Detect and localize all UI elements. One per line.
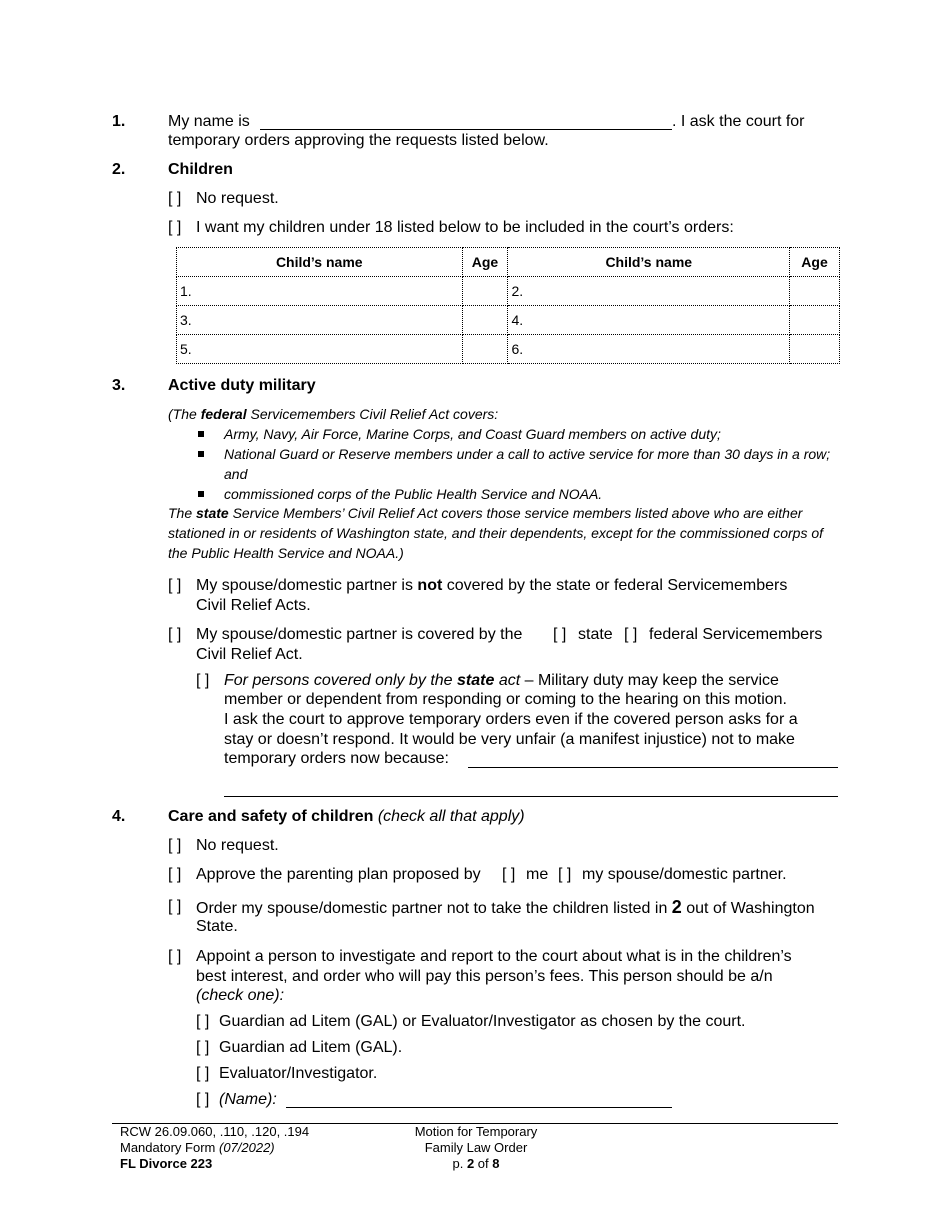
child-name-cell[interactable]: 2.	[508, 277, 790, 306]
plan-me-checkbox[interactable]: [ ]	[502, 866, 516, 883]
no-removal-label-line2: State.	[196, 918, 238, 935]
federal-act-intro-b: Servicemembers Civil Relief Act covers:	[246, 406, 499, 422]
footer-page-number	[376, 1156, 576, 1172]
section-4-heading	[168, 807, 525, 827]
state-only-label	[224, 671, 779, 691]
child-age-cell[interactable]	[462, 277, 508, 306]
state-only-label-ital-a: For persons covered only by the	[224, 672, 458, 689]
footer-page-a: p.	[452, 1156, 467, 1171]
footer-rcw: RCW 26.09.060, .110, .120, .194	[120, 1124, 310, 1139]
appoint-label: Appoint a person to investigate and report to the court about what is in the children’s	[196, 948, 792, 965]
federal-bullet-1: Army, Navy, Air Force, Marine Corps, and Coast Guard members on active duty;	[224, 426, 721, 442]
child-age-cell[interactable]	[790, 335, 840, 364]
bullet-icon	[198, 491, 204, 497]
section-2-number: 2.	[112, 161, 126, 178]
state-act-text	[168, 503, 802, 523]
gal-checkbox[interactable]: [ ]	[196, 1039, 210, 1056]
federal-bullet-2-cont: and	[224, 466, 248, 482]
care-no-request-label: No request.	[196, 837, 279, 854]
appoint-label-line2: best interest, and order who will pay this person’s fees. This person should be a/n	[196, 968, 773, 985]
not-covered-label-b: covered by the state or federal Servicemembers	[442, 577, 788, 594]
section-4-heading-note: (check all that apply)	[377, 808, 525, 825]
not-covered-checkbox[interactable]: [ ]	[168, 577, 182, 594]
footer-page-total: 8	[492, 1156, 500, 1171]
my-name-field[interactable]	[260, 129, 672, 130]
gal-or-evaluator-checkbox[interactable]: [ ]	[196, 1013, 210, 1030]
state-only-label-rest: – Military duty may keep the service	[520, 672, 779, 689]
child-age-cell[interactable]	[790, 277, 840, 306]
state-only-label-ital-b: act	[494, 672, 521, 689]
state-only-line4: stay or doesn’t respond. It would be very unfair (a manifest injustice) not to make	[224, 731, 795, 748]
child-age-cell[interactable]	[462, 335, 508, 364]
table-row	[177, 277, 840, 306]
child-name-cell[interactable]: 4.	[508, 306, 790, 335]
footer-title-line1: Motion for Temporary	[414, 1124, 538, 1139]
no-removal-label-a: Order my spouse/domestic partner not to take the children listed in	[196, 900, 672, 917]
plan-spouse-label: my spouse/domestic partner.	[582, 866, 787, 883]
covered-label: My spouse/domestic partner is covered by the	[196, 626, 523, 643]
child-age-cell[interactable]	[790, 306, 840, 335]
parenting-plan-label: Approve the parenting plan proposed by	[196, 866, 481, 883]
no-removal-checkbox[interactable]: [ ]	[168, 898, 182, 915]
my-name-label: My name is	[168, 113, 250, 130]
covered-state-checkbox[interactable]: [ ]	[553, 626, 567, 643]
federal-act-intro-a: (The	[168, 406, 201, 422]
not-covered-label	[196, 576, 787, 596]
bullet-icon	[198, 431, 204, 437]
child-name-cell[interactable]: 3.	[177, 306, 463, 335]
federal-bullet-2: National Guard or Reserve members under a call to active service for more than 30 days in a row;	[224, 446, 831, 462]
covered-checkbox[interactable]: [ ]	[168, 626, 182, 643]
federal-act-intro-bold: federal	[200, 406, 247, 422]
footer-mandatory	[120, 1140, 275, 1156]
table-header: Age	[462, 248, 508, 277]
section-4-number: 4.	[112, 808, 126, 825]
appoint-label-line3: (check one):	[196, 987, 285, 1004]
not-covered-label-line2: Civil Relief Acts.	[196, 597, 311, 614]
gal-label: Guardian ad Litem (GAL).	[219, 1039, 403, 1056]
children-no-request-checkbox[interactable]: [ ]	[168, 190, 182, 207]
no-removal-label-b: out of Washington	[681, 900, 815, 917]
state-only-checkbox[interactable]: [ ]	[196, 672, 210, 689]
not-covered-label-bold: not	[417, 577, 443, 594]
footer-page-num: 2	[466, 1156, 475, 1171]
named-person-label: (Name):	[219, 1091, 277, 1108]
footer-form-id: FL Divorce 223	[120, 1156, 213, 1171]
covered-label-line2: Civil Relief Act.	[196, 646, 303, 663]
care-no-request-checkbox[interactable]: [ ]	[168, 837, 182, 854]
state-act-text-b: Service Members’ Civil Relief Act covers those service members listed above who are either	[228, 505, 803, 521]
table-row	[177, 306, 840, 335]
table-header: Child’s name	[177, 248, 463, 277]
section-4-heading-text: Care and safety of children	[168, 808, 374, 825]
state-only-line3: I ask the court to approve temporary orders even if the covered person asks for a	[224, 711, 798, 728]
footer-title-line2: Family Law Order	[424, 1140, 528, 1155]
table-row	[177, 335, 840, 364]
footer-mandatory-date: (07/2022)	[218, 1140, 275, 1155]
state-act-text-line2: stationed in or residents of Washington state, and their dependents, except for the commissioned corps of	[168, 525, 824, 541]
children-include-checkbox[interactable]: [ ]	[168, 219, 182, 236]
federal-act-intro	[168, 404, 498, 424]
covered-federal-checkbox[interactable]: [ ]	[624, 626, 638, 643]
child-age-cell[interactable]	[462, 306, 508, 335]
section-1-number: 1.	[112, 113, 126, 130]
table-header-row	[177, 248, 840, 277]
child-name-cell[interactable]: 1.	[177, 277, 463, 306]
state-act-text-bold: state	[196, 505, 229, 521]
section-3-number: 3.	[112, 377, 126, 394]
section-2-heading: Children	[168, 161, 233, 178]
named-person-checkbox[interactable]: [ ]	[196, 1091, 210, 1108]
child-name-cell[interactable]: 6.	[508, 335, 790, 364]
no-removal-label	[196, 897, 815, 919]
plan-spouse-checkbox[interactable]: [ ]	[558, 866, 572, 883]
parenting-plan-checkbox[interactable]: [ ]	[168, 866, 182, 883]
appoint-checkbox[interactable]: [ ]	[168, 948, 182, 965]
table-header: Child’s name	[508, 248, 790, 277]
state-act-text-a: The	[168, 505, 197, 521]
evaluator-checkbox[interactable]: [ ]	[196, 1065, 210, 1082]
not-covered-label-a: My spouse/domestic partner is	[196, 577, 418, 594]
child-name-cell[interactable]: 5.	[177, 335, 463, 364]
covered-state-label: state	[578, 626, 613, 643]
footer-mandatory-a: Mandatory Form	[120, 1140, 219, 1155]
named-person-field[interactable]	[286, 1107, 672, 1108]
footer-page-b: of	[474, 1156, 493, 1171]
gal-or-evaluator-label: Guardian ad Litem (GAL) or Evaluator/Investigator as chosen by the court.	[219, 1013, 746, 1030]
covered-federal-label: federal Servicemembers	[649, 626, 823, 643]
plan-me-label: me	[526, 866, 549, 883]
state-only-label-ital-bold: state	[457, 672, 495, 689]
request-text-line2: temporary orders approving the requests listed below.	[168, 132, 549, 149]
table-header: Age	[790, 248, 840, 277]
state-only-line2: member or dependent from responding or coming to the hearing on this motion.	[224, 691, 787, 708]
reason-field[interactable]	[468, 767, 838, 768]
children-table	[176, 247, 840, 364]
children-no-request-label: No request.	[196, 190, 279, 207]
state-act-text-line3: the Public Health Service and NOAA.)	[168, 545, 404, 561]
children-include-label: I want my children under 18 listed below to be included in the court’s orders:	[196, 219, 734, 236]
federal-bullet-3: commissioned corps of the Public Health Service and NOAA.	[224, 486, 603, 502]
state-only-line5: temporary orders now because:	[224, 750, 449, 767]
request-text: . I ask the court for	[672, 113, 805, 130]
bullet-icon	[198, 451, 204, 457]
section-3-heading: Active duty military	[168, 377, 316, 394]
evaluator-label: Evaluator/Investigator.	[219, 1065, 378, 1082]
reason-field-line2[interactable]	[224, 796, 838, 797]
no-removal-label-ref: 2	[671, 897, 682, 917]
